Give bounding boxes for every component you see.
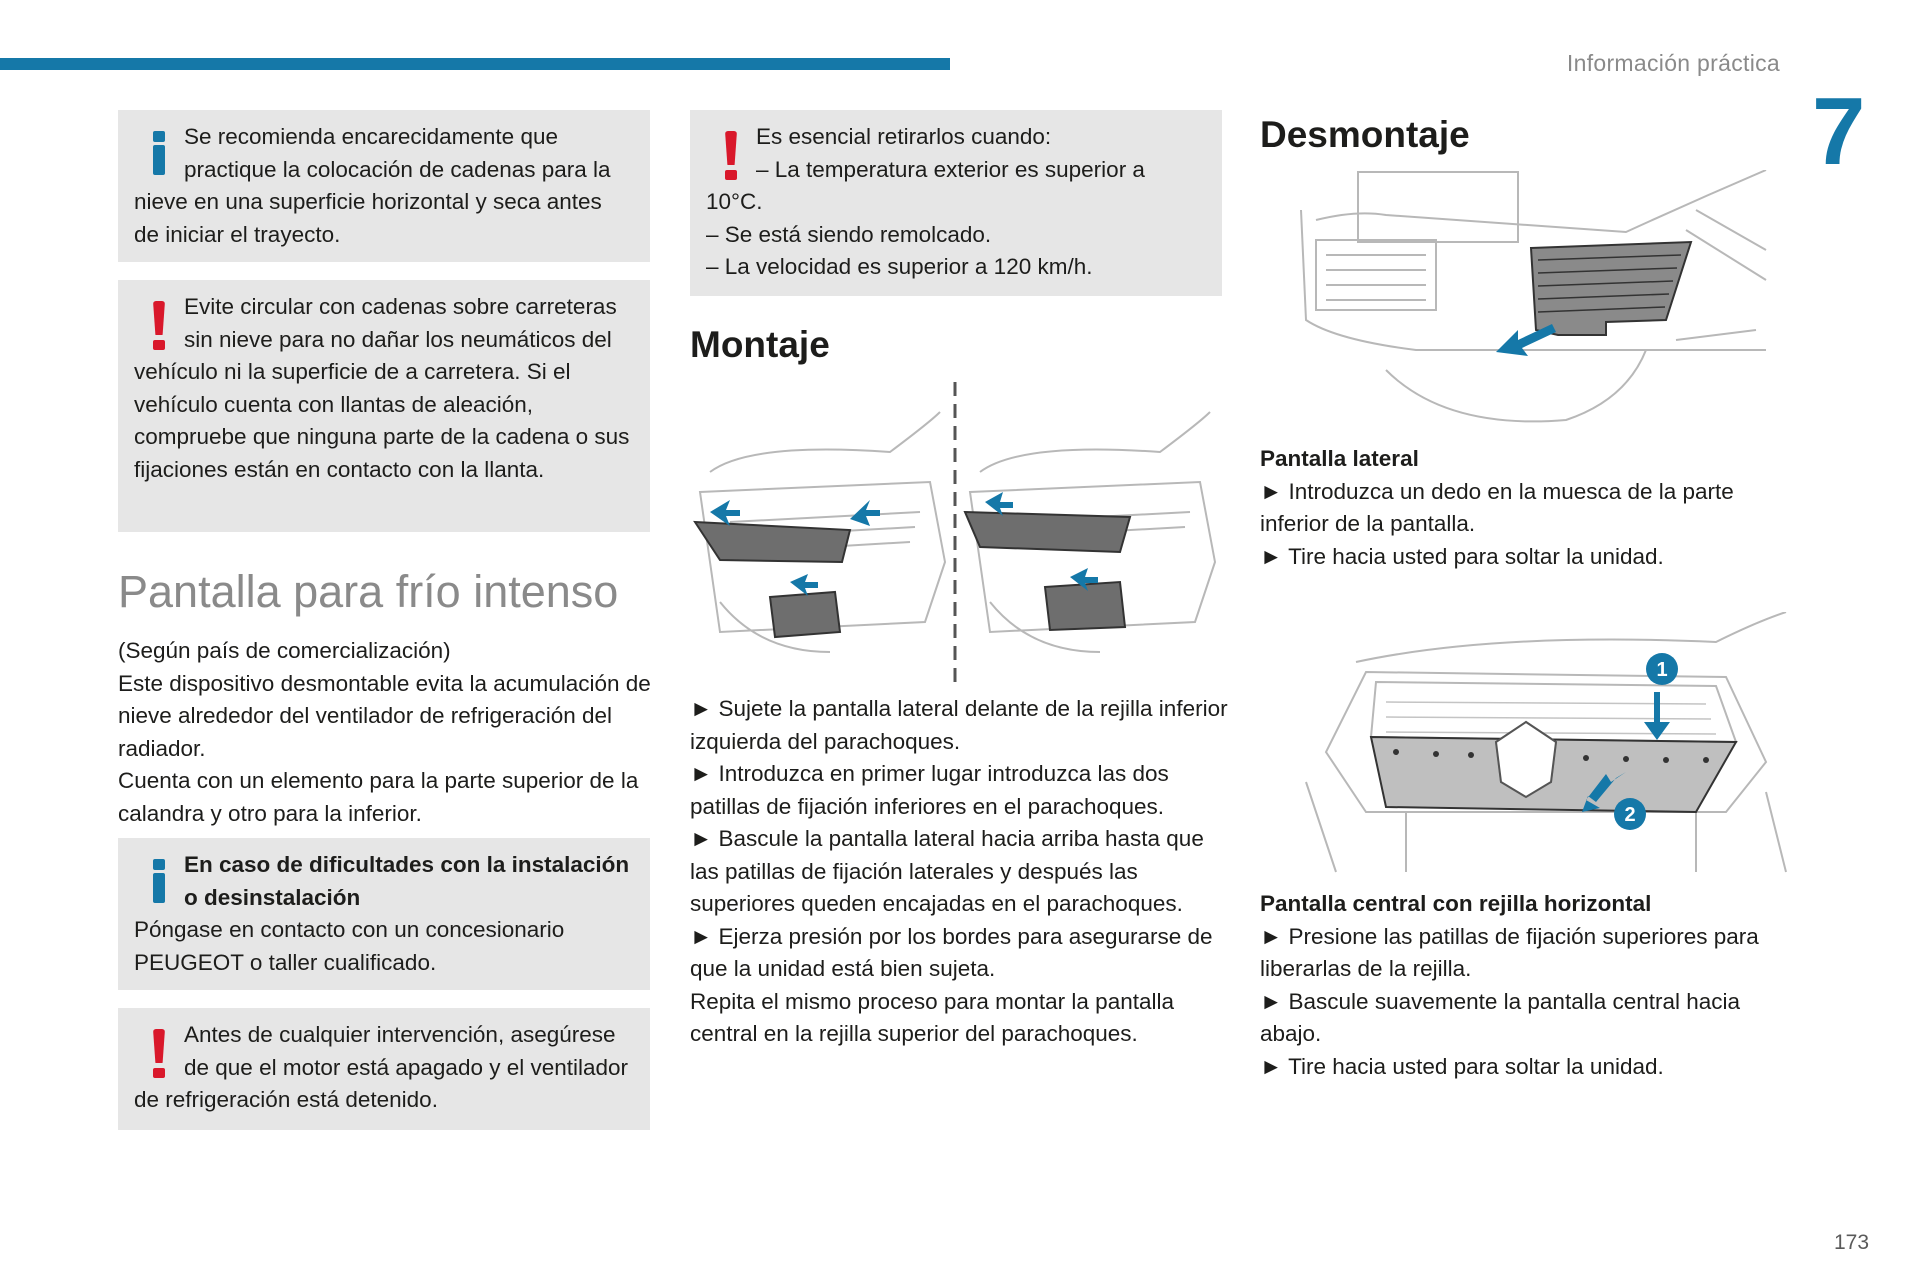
warning-note-text: Evite circular con cadenas sobre carreteras sin nieve para no dañar los neumáticos del vehículo ni la superficie de a carretera. Si el vehículo cuenta con llantas de aleación, compruebe que ninguna parte de la cadena o sus fijaciones están en contacto con la llanta. xyxy=(134,294,630,482)
warning-item: – Se está siendo remolcado. xyxy=(706,221,992,247)
warning-icon xyxy=(706,121,756,183)
warning-icon xyxy=(134,1019,184,1081)
chapter-number: 7 xyxy=(1812,78,1866,185)
warning-note-engine xyxy=(118,1008,650,1130)
central-section xyxy=(1260,888,1805,1083)
info-note-difficulties xyxy=(118,838,650,990)
warning-item: – La velocidad es superior a 120 km/h. xyxy=(706,254,1093,279)
warning-note-intro: Es esencial retirarlos cuando: xyxy=(756,124,1052,149)
warning-item: – La temperatura exterior es superior a 10°C. xyxy=(706,156,1145,214)
header-accent-bar xyxy=(0,58,950,70)
montaje-illustration xyxy=(690,382,1220,682)
central-step: ► Bascule suavemente la pantalla central hacia abajo. xyxy=(1260,988,1741,1046)
info-note-title: En caso de dificultades con la instalación o desinstalación xyxy=(184,852,630,910)
info-icon xyxy=(134,849,184,911)
callout-1: 1 xyxy=(1656,659,1668,681)
info-note-practice xyxy=(118,110,650,262)
device-description: Este dispositivo desmontable evita la acumulación de nieve alrededor del ventilador de refrigeración del radiador. xyxy=(118,670,651,761)
montaje-steps xyxy=(690,693,1230,1051)
central-step: ► Presione las patillas de fijación superiores para liberarlas de la rejilla. xyxy=(1260,923,1759,981)
info-note-text: Se recomienda encarecidamente que practique la colocación de cadenas para la nieve en una superficie horizontal y seca antes de iniciar el trayecto. xyxy=(134,124,611,247)
central-step: ► Tire hacia usted para soltar la unidad. xyxy=(1260,1053,1664,1079)
montaje-step: ► Bascule la pantalla lateral hacia arriba hasta que las patillas de fijación laterales y después las superiores queden encajadas en el parachoques. xyxy=(690,826,1204,916)
device-parts: Cuenta con un elemento para la parte superior de la calandra y otro para la inferior. xyxy=(118,768,639,826)
lateral-heading: Pantalla lateral xyxy=(1260,446,1419,471)
warning-icon xyxy=(134,291,184,353)
section-label: Información práctica xyxy=(1566,50,1780,76)
availability-note: (Según país de comercialización) xyxy=(118,638,451,663)
warning-note-roads xyxy=(118,280,650,532)
montaje-step: ► Sujete la pantalla lateral delante de la rejilla inferior izquierda del parachoques. xyxy=(690,696,1228,754)
lateral-step: ► Introduzca un dedo en la muesca de la parte inferior de la pantalla. xyxy=(1260,478,1734,536)
montaje-step: ► Ejerza presión por los bordes para asegurarse de que la unidad está bien sujeta. xyxy=(690,923,1213,981)
lateral-screen-illustration xyxy=(1296,170,1796,430)
info-note-text: Póngase en contacto con un concesionario PEUGEOT o taller cualificado. xyxy=(134,917,565,975)
intro-text xyxy=(118,635,653,830)
page-number: 173 xyxy=(1834,1231,1870,1254)
desmontaje-title: Desmontaje xyxy=(1260,114,1470,155)
central-heading: Pantalla central con rejilla horizontal xyxy=(1260,891,1652,916)
lateral-step: ► Tire hacia usted para soltar la unidad. xyxy=(1260,543,1664,569)
montaje-title: Montaje xyxy=(690,324,830,365)
warning-note-text: Antes de cualquier intervención, asegúrese de que el motor está apagado y el ventilador de refrigeración está detenido. xyxy=(134,1022,629,1112)
montaje-closing: Repita el mismo proceso para montar la pantalla central en la rejilla superior del parachoques. xyxy=(690,988,1174,1046)
section-title-cold-screen: Pantalla para frío intenso xyxy=(118,566,619,617)
central-screen-illustration xyxy=(1296,612,1796,882)
warning-note-removal xyxy=(690,110,1222,296)
lateral-section xyxy=(1260,443,1800,573)
callout-2: 2 xyxy=(1624,804,1636,826)
montaje-step: ► Introduzca en primer lugar introduzca las dos patillas de fijación inferiores en el parachoques. xyxy=(690,761,1169,819)
info-icon xyxy=(134,121,184,183)
